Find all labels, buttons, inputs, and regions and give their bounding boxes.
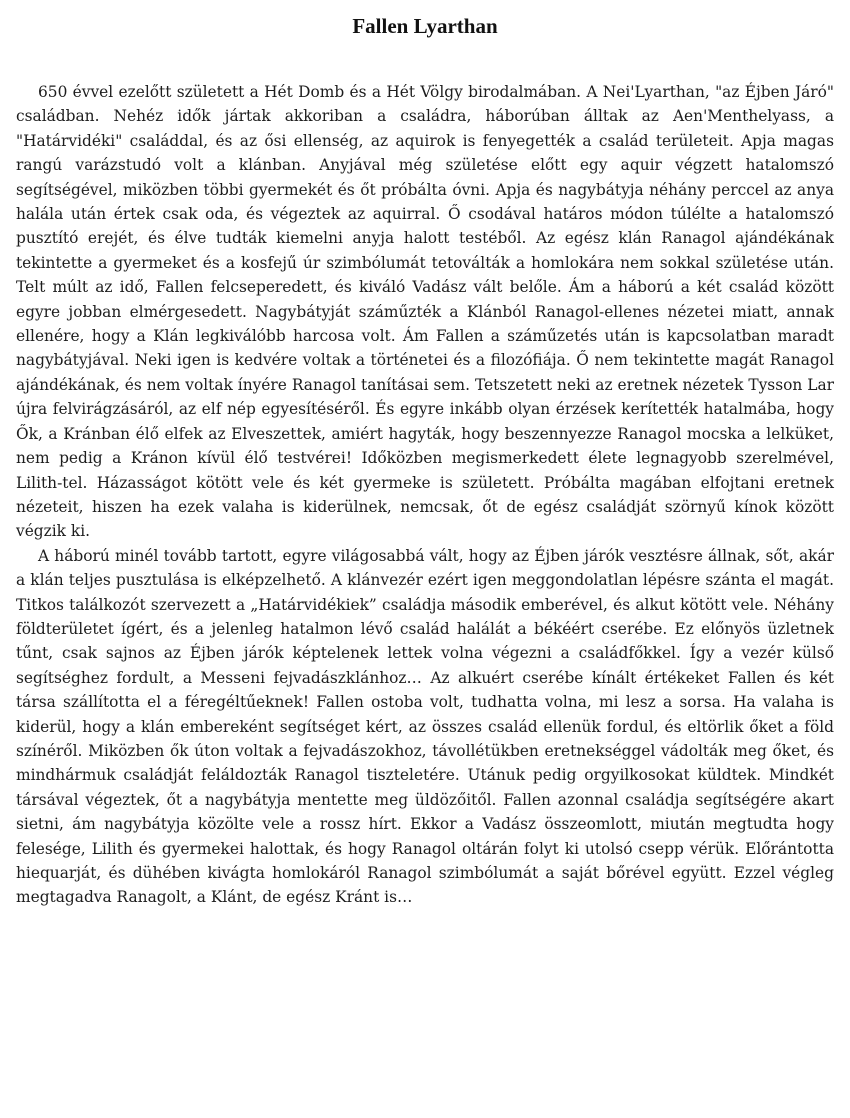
document-title: Fallen Lyarthan (352, 14, 498, 38)
paragraph-2: A háború minél tovább tartott, egyre világosabbá vált, hogy az Éjben járók vesztésre állnak, sőt, akár a klán teljes pusztulása is elképzelhető. A klánvezér ezért igen meggondolatlan lépésre szánta el magát. Titkos találkozót szervezett a „Határvidékiek” családja második emberével, és alkut kötött vele. Néhány földterületet ígért, és a jelenleg hatalmon lévő család halálát a békéért cserébe. Ez előnyös üzletnek tűnt, csak sajnos az Éjben járók képtelenek lettek volna végezni a családfőkkel. Így a vezér külső segítséghez fordult, a Messeni fejvadászklánhoz… Az alkuért cserébe kínált értékeket Fallen és két társa szállította el a féregéltűeknek! Fallen ostoba volt, tudhatta volna, mi lesz a sorsa. Ha valaha is kiderül, hogy a klán embereként segítséget kért, az összes család ellenük fordul, és eltörlik őket a föld színéről. Miközben ők úton voltak a fejvadászokhoz, távollétükben eretnekséggel vádolták meg őket, és mindhármuk családját feláldozták Ranagol tiszteletére. Utánuk pedig orgyilkosokat küldtek. Mindkét társával végeztek, őt a nagybátyja mentette meg üldözőitől. Fallen azonnal családja segítségére akart sietni, ám nagybátyja közölte vele a rossz hírt. Ekkor a Vadász összeomlott, miután megtudta hogy felesége, Lilith és gyermekei halottak, és hogy Ranagol oltárán folyt ki utolsó csepp vérük. Előrántotta hiequarját, és dühében kivágta homlokáról Ranagol szimbólumát a saját bőrével együtt. Ezzel végleg megtagadva Ranagolt, a Klánt, de egész Kránt is… (16, 546, 834, 907)
paragraph-1: 650 évvel ezelőtt született a Hét Domb és a Hét Völgy birodalmában. A Nei'Lyarthan, "az Éjben Járó" családban. Nehéz idők jártak akkoriban a családra, háborúban álltak az Aen'Menthelyass, a "Határvidéki" családdal, és az ősi ellenség, az aquirok is fenyegették a család területeit. Apja magas rangú varázstudó volt a klánban. Anyjával még születése előtt egy aquir végzett hatalomszó segítségével, miközben többi gyermekét és őt próbálta óvni. Apja és nagybátyja néhány perccel az anya halála után értek csak oda, és végeztek az aquirral. Ő csodával határos módon túlélte a hatalomszó pusztító erejét, és élve tudták kiemelni anyja halott testéből. Az egész klán Ranagol ajándékának tekintette a gyermeket és a kosfejű úr szimbólumát tetoválták a homlokára nem sokkal születése után. Telt múlt az idő, Fallen felcseperedett, és kiváló Vadász vált belőle. Ám a háború a két család között egyre jobban elmérgesedett. Nagybátyját száműzték a Klánból Ranagol-ellenes nézetei miatt, annak ellenére, hogy a Klán legkiválóbb harcosa volt. Ám Fallen a száműzetés után is kapcsolatban maradt nagybátyjával. Neki igen is kedvére voltak a történetei és a filozófiája. Ő nem tekintette magát Ranagol ajándékának, és nem voltak ínyére Ranagol tanításai sem. Tetszetett neki az eretnek nézetek Tysson Lar újra felvirágzásáról, az elf nép egyesítéséről. És egyre inkább olyan érzések kerítették hatalmába, hogy Ők, a Kránban élő elfek az Elveszettek, amiért hagyták, hogy beszennyezze Ranagol mocska a lelküket, nem pedig a Kránon kívül élő testvérei! Időközben megismerkedett élete legnagyobb szerelmével, Lilith-tel. Házasságot kötött vele és két gyermeke is született. Próbálta magában elfojtani eretnek nézeteit, hiszen ha ezek valaha is kiderülnek, nemcsak, őt de egész családját szörnyű kínok között végzik ki. (16, 83, 834, 541)
